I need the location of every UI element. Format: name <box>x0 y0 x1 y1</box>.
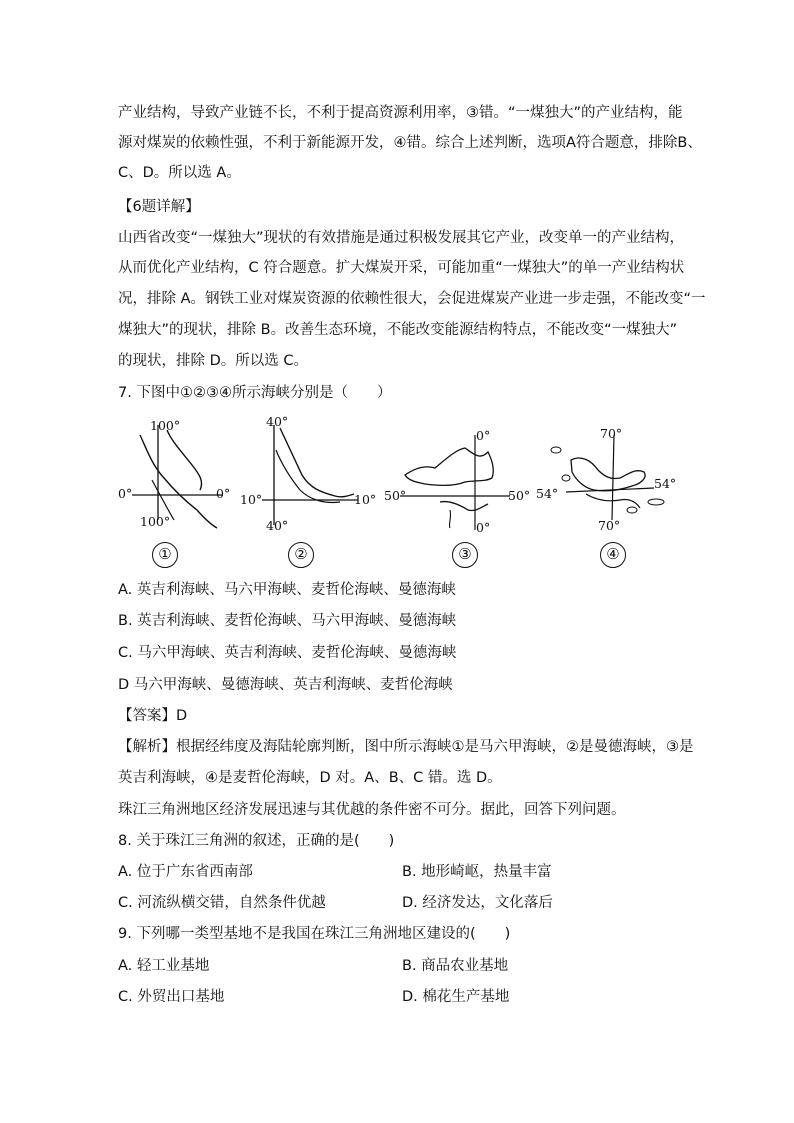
text-line: 况，排除 A。钢铁工业对煤炭资源的依赖性很大，会促进煤炭产业进一步走强，不能改变“一 <box>118 291 706 307</box>
map-1-left-label: 0° <box>118 486 133 501</box>
map-3-number: ③ <box>452 542 478 568</box>
map-2 <box>240 414 377 570</box>
map-2-number: ② <box>288 542 314 568</box>
text-line: 煤独大”的现状，排除 B。改善生态环境，不能改变能源结构特点，不能改变“一煤独大” <box>118 322 678 338</box>
map-3 <box>380 420 530 570</box>
q7-option-b: B. 英吉利海峡、麦哲伦海峡、马六甲海峡、曼德海峡 <box>118 613 457 629</box>
q8-option-c: C. 河流纵横交错，自然条件优越 <box>118 895 326 911</box>
question-9-stem: 9. 下列哪一类型基地不是我国在珠江三角洲地区建设的( ) <box>118 926 511 942</box>
text-line: 源对煤炭的依赖性强，不利于新能源开发，④错。综合上述判断，选项A符合题意，排除B、 <box>118 135 702 151</box>
map-4-bottom-label: 70° <box>598 518 621 533</box>
section-heading: 【6题详解】 <box>118 199 200 215</box>
q7-option-d: D 马六甲海峡、曼德海峡、英吉利海峡、麦哲伦海峡 <box>118 677 453 693</box>
map-3-bottom-label: 0° <box>476 520 491 535</box>
map-4 <box>536 420 682 570</box>
map-3-top-label: 0° <box>476 428 491 443</box>
map-4-number: ④ <box>600 542 626 568</box>
q9-option-d: D. 棉花生产基地 <box>402 989 510 1005</box>
map-1-top-label: 100° <box>150 418 181 433</box>
map-3-right-label: 50° <box>508 488 531 503</box>
map-4-right-label: 54° <box>654 476 677 491</box>
passage-intro: 珠江三角洲地区经济发展迅速与其优越的条件密不可分。据此，回答下列问题。 <box>118 802 626 818</box>
map-2-right-label: 10° <box>354 492 377 507</box>
q8-option-a: A. 位于广东省西南部 <box>118 864 253 880</box>
map-2-bottom-label: 40° <box>266 518 289 533</box>
text-line: 从而优化产业结构，C 符合题意。扩大煤炭开采，可能加重“一煤独大”的单一产业结构状 <box>118 260 685 276</box>
text-line: C、D。所以选 A。 <box>118 165 241 181</box>
map-1-right-label: 0° <box>216 486 231 501</box>
q9-option-a: A. 轻工业基地 <box>118 958 210 974</box>
q7-option-c: C. 马六甲海峡、英吉利海峡、麦哲伦海峡、曼德海峡 <box>118 645 457 661</box>
q8-option-b: B. 地形崎岖，热量丰富 <box>402 864 552 880</box>
map-4-top-label: 70° <box>600 426 623 441</box>
text-line: 产业结构，导致产业链不长，不利于提高资源利用率，③错。“一煤独大”的产业结构，能 <box>118 105 683 121</box>
q7-option-a: A. 英吉利海峡、马六甲海峡、麦哲伦海峡、曼德海峡 <box>118 582 456 598</box>
analysis-line: 【解析】根据经纬度及海陆轮廓判断，图中所示海峡①是马六甲海峡，②是曼德海峡，③是 <box>118 739 694 755</box>
question-7-stem: 7. 下图中①②③④所示海峡分别是（ ） <box>118 385 392 401</box>
map-3-drawing <box>380 420 530 540</box>
map-1-bottom-label: 100° <box>140 514 171 529</box>
text-line: 山西省改变“一煤独大”现状的有效措施是通过积极发展其它产业，改变单一的产业结构， <box>118 230 685 246</box>
answer: 【答案】D <box>118 708 188 724</box>
map-2-drawing <box>240 420 370 540</box>
question-8-stem: 8. 关于珠江三角洲的叙述，正确的是( ) <box>118 833 395 849</box>
analysis-line: 英吉利海峡，④是麦哲伦海峡，D 对。A、B、C 错。选 D。 <box>118 770 502 786</box>
map-2-top-label: 40° <box>266 414 289 429</box>
q9-option-b: B. 商品农业基地 <box>402 958 509 974</box>
map-1-drawing <box>112 420 242 540</box>
text-line: 的现状，排除 D。所以选 C。 <box>118 353 309 369</box>
map-3-left-label: 50° <box>384 488 407 503</box>
strait-maps-figure <box>112 414 682 570</box>
map-1 <box>112 420 242 570</box>
q8-option-d: D. 经济发达，文化落后 <box>402 895 553 911</box>
map-1-number: ① <box>152 542 178 568</box>
q9-option-c: C. 外贸出口基地 <box>118 989 225 1005</box>
map-4-left-label: 54° <box>536 486 559 501</box>
map-2-left-label: 10° <box>240 492 263 507</box>
